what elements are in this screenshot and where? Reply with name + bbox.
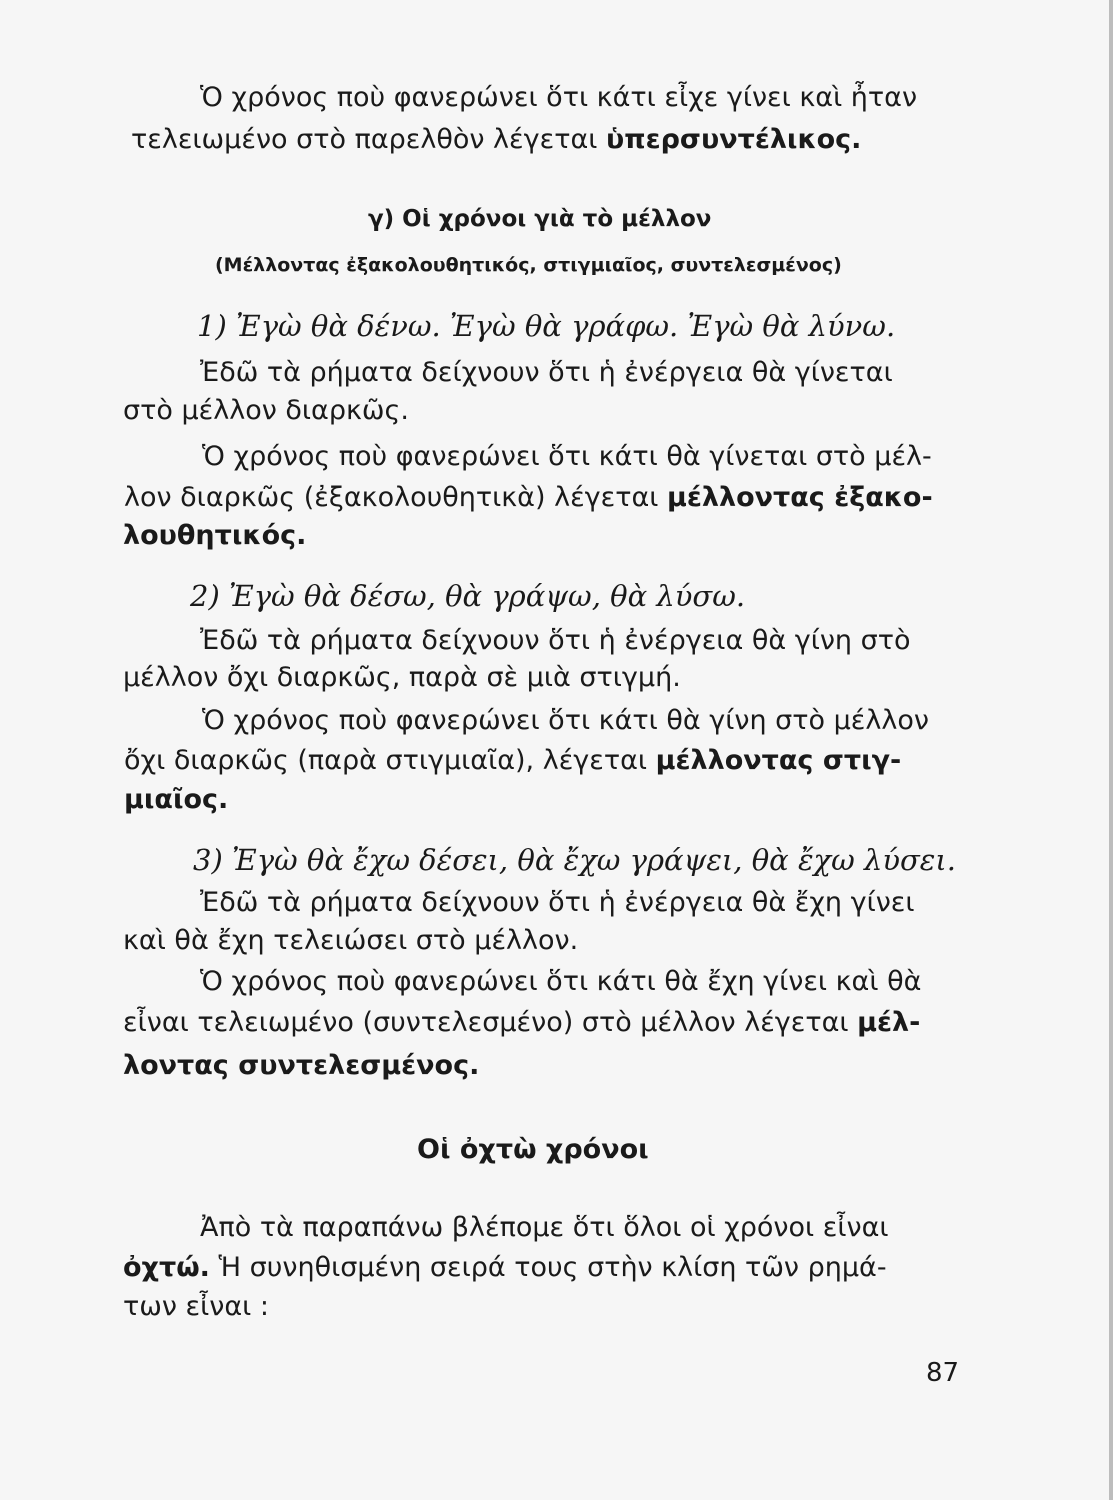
text-line: καὶ θὰ ἔχη τελειώσει στὸ μέλλον.	[123, 925, 579, 956]
text-line: Ἀπὸ τὰ παραπάνω βλέπομε ὅτι ὅλοι οἱ χρόνοι εἶναι	[200, 1212, 889, 1243]
text-line: λοντας συντελεσμένος.	[123, 1050, 480, 1081]
text-line: τελειωμένο στὸ παρελθὸν λέγεται ὑπερσυντέλικος.	[131, 124, 862, 155]
text-line: Ὁ χρόνος ποὺ φανερώνει ὅτι κάτι θὰ ἔχη γίνει καὶ θὰ	[200, 966, 922, 997]
text-line: λουθητικός.	[123, 520, 307, 551]
text-line: μέλλον ὄχι διαρκῶς, παρὰ σὲ μιὰ στιγμή.	[123, 662, 681, 693]
page-edge	[1109, 0, 1113, 1500]
text-line: μιαῖος.	[124, 784, 229, 815]
text-line: ὄχι διαρκῶς (παρὰ στιγμιαῖα), λέγεται μέλλοντας στιγ-	[124, 745, 902, 776]
text-line: λον διαρκῶς (ἐξακολουθητικὰ) λέγεται μέλλοντας ἐξακο-	[124, 482, 933, 513]
text-line: στὸ μέλλον διαρκῶς.	[123, 395, 409, 426]
text-line: των εἶναι :	[123, 1291, 269, 1322]
term-pluperfect: ὑπερσυντέλικος.	[605, 124, 862, 155]
term-future-continuous: μέλλοντας ἐξακο-	[667, 482, 933, 513]
section-heading-eight-tenses: Οἱ ὀχτὼ χρόνοι	[417, 1134, 649, 1165]
text-line: εἶναι τελειωμένο (συντελεσμένο) στὸ μέλλον λέγεται μέλ-	[123, 1007, 921, 1038]
example-line: 3) Ἐγὼ θὰ ἔχω δέσει, θὰ ἔχω γράψει, θὰ ἔχω λύσει.	[193, 843, 956, 877]
text-line: Ἐδῶ τὰ ρήματα δείχνουν ὅτι ἡ ἐνέργεια θὰ ἔχη γίνει	[200, 887, 915, 918]
text-line: Ἐδῶ τὰ ρήματα δείχνουν ὅτι ἡ ἐνέργεια θὰ γίνη στὸ	[200, 625, 911, 656]
section-heading-future: γ) Οἱ χρόνοι γιὰ τὸ μέλλον	[368, 206, 712, 232]
text-line: Ὁ χρόνος ποὺ φανερώνει ὅτι κάτι θὰ γίνη στὸ μέλλον	[202, 705, 929, 736]
text-line: Ἐδῶ τὰ ρήματα δείχνουν ὅτι ἡ ἐνέργεια θὰ γίνεται	[200, 357, 893, 388]
text-line: ὀχτώ. Ἡ συνηθισμένη σειρά τους στὴν κλίση τῶν ρημά-	[123, 1252, 887, 1283]
term-future-simple: μέλλοντας στιγ-	[655, 745, 902, 776]
section-subheading: (Μέλλοντας ἐξακολουθητικός, στιγμιαῖος, συντελεσμένος)	[215, 254, 842, 276]
term-eight: ὀχτώ.	[123, 1252, 210, 1283]
example-line: 1) Ἐγὼ θὰ δένω. Ἐγὼ θὰ γράφω. Ἐγὼ θὰ λύνω.	[197, 309, 896, 343]
text-line: Ὁ χρόνος ποὺ φανερώνει ὅτι κάτι θὰ γίνεται στὸ μέλ-	[202, 441, 932, 472]
term-future-perfect: μέλ-	[857, 1007, 921, 1038]
text-line: Ὁ χρόνος ποὺ φανερώνει ὅτι κάτι εἶχε γίνει καὶ ἦταν	[200, 82, 918, 113]
example-line: 2) Ἐγὼ θὰ δέσω, θὰ γράψω, θὰ λύσω.	[190, 579, 746, 613]
page-number: 87	[926, 1358, 960, 1388]
